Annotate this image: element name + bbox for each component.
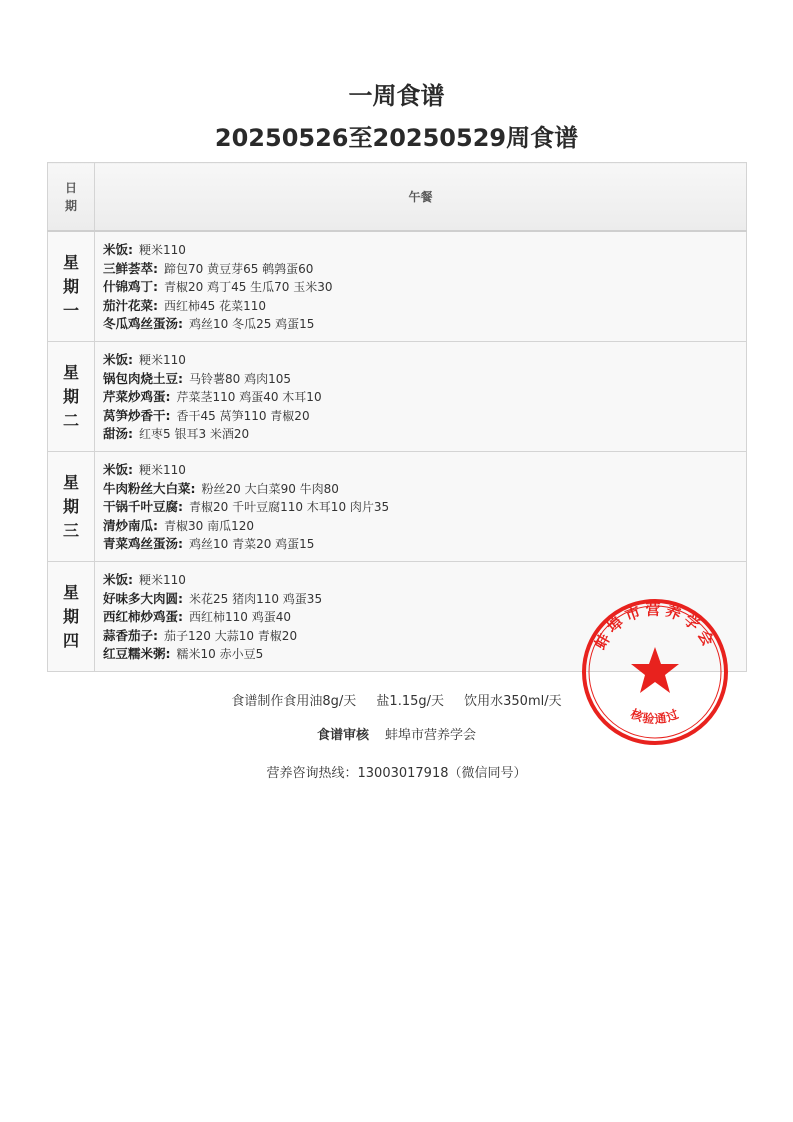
dish-ingredients: 粳米110 bbox=[139, 573, 186, 587]
star-icon bbox=[631, 647, 679, 693]
dish-name: 莴笋炒香干: bbox=[103, 407, 171, 423]
official-seal bbox=[580, 597, 730, 747]
dish-ingredients: 粉丝20 大白菜90 牛肉80 bbox=[201, 481, 339, 496]
dish-item bbox=[103, 370, 738, 389]
review-label: 食谱审核 bbox=[316, 728, 369, 743]
dish-item bbox=[103, 517, 738, 536]
dish-ingredients: 青椒20 千叶豆腐110 木耳10 肉片35 bbox=[189, 500, 390, 514]
dish-ingredients: 香干45 莴笋110 青椒20 bbox=[176, 408, 310, 423]
dish-ingredients: 粳米110 bbox=[139, 353, 186, 367]
dish-ingredients: 鸡丝10 冬瓜25 鸡蛋15 bbox=[189, 317, 315, 331]
dish-ingredients: 蹄包70 黄豆芽65 鹌鹑蛋60 bbox=[164, 261, 314, 276]
dish-item bbox=[103, 498, 738, 517]
dish-name: 米饭: bbox=[103, 242, 133, 257]
dish-name: 米饭: bbox=[103, 572, 133, 587]
dish-item bbox=[103, 241, 738, 260]
dish-name: 茄汁花菜: bbox=[103, 297, 158, 313]
dish-ingredients: 粳米110 bbox=[139, 463, 186, 477]
dish-name: 米饭: bbox=[103, 352, 133, 367]
dish-item bbox=[103, 297, 738, 316]
table-row bbox=[48, 342, 747, 452]
seal-top-text: 蚌埠市营养学会 bbox=[591, 600, 719, 653]
dish-item bbox=[103, 260, 738, 279]
dish-name: 西红柿炒鸡蛋: bbox=[103, 609, 183, 624]
dish-ingredients: 西红柿110 鸡蛋40 bbox=[189, 610, 291, 624]
day-cell: 星 期 四 bbox=[48, 562, 95, 672]
salt-info: 盐1.15g/天 bbox=[376, 694, 444, 709]
dish-name: 三鲜荟萃: bbox=[103, 260, 158, 276]
dish-item bbox=[103, 407, 738, 426]
table-row bbox=[48, 231, 747, 342]
oil-info: 食谱制作食用油8g/天 bbox=[231, 694, 357, 709]
dishes-cell bbox=[95, 231, 747, 342]
page-subtitle: 20250526至20250529周食谱 bbox=[214, 124, 579, 152]
dish-ingredients: 粳米110 bbox=[139, 243, 186, 257]
dish-ingredients: 西红柿45 花菜110 bbox=[164, 298, 266, 313]
dish-item bbox=[103, 480, 738, 499]
dish-ingredients: 青椒20 鸡丁45 生瓜70 玉米30 bbox=[164, 280, 333, 294]
dish-name: 蒜香茄子: bbox=[103, 627, 158, 643]
water-info: 饮用水350ml/天 bbox=[464, 694, 562, 709]
dish-item bbox=[103, 351, 738, 370]
dishes-cell bbox=[95, 452, 747, 562]
page-title: 一周食谱 bbox=[348, 82, 445, 110]
dish-item bbox=[103, 571, 738, 590]
dish-ingredients: 糯米10 赤小豆5 bbox=[176, 647, 264, 661]
dish-ingredients: 马铃薯80 鸡肉105 bbox=[189, 371, 291, 386]
day-cell: 星 期 一 bbox=[48, 231, 95, 342]
dish-name: 甜汤: bbox=[103, 426, 133, 441]
table-row bbox=[48, 452, 747, 562]
dish-ingredients: 鸡丝10 青菜20 鸡蛋15 bbox=[189, 537, 315, 551]
dish-ingredients: 米花25 猪肉110 鸡蛋35 bbox=[189, 591, 323, 606]
dish-name: 红豆糯米粥: bbox=[103, 646, 171, 661]
day-cell: 星 期 二 bbox=[48, 342, 95, 452]
lunch-column-header: 午餐 bbox=[95, 163, 747, 232]
dish-item bbox=[103, 535, 738, 554]
day-cell: 星 期 三 bbox=[48, 452, 95, 562]
dish-name: 牛肉粉丝大白菜: bbox=[103, 480, 196, 496]
dish-ingredients: 芹菜茎110 鸡蛋40 木耳10 bbox=[176, 390, 322, 404]
hotline: 营养咨询热线：13003017918（微信同号） bbox=[266, 766, 527, 781]
menu-table bbox=[47, 162, 747, 672]
dish-name: 冬瓜鸡丝蛋汤: bbox=[103, 316, 183, 331]
dish-item bbox=[103, 278, 738, 297]
dish-name: 米饭: bbox=[103, 462, 133, 477]
dish-name: 锅包肉烧土豆: bbox=[103, 370, 183, 386]
seal-bottom-text: 核验通过 bbox=[628, 706, 682, 727]
dish-name: 好味多大肉圆: bbox=[103, 590, 183, 606]
dishes-cell bbox=[95, 342, 747, 452]
day-column-header: 日 期 bbox=[48, 163, 95, 232]
dish-ingredients: 红枣5 银耳3 米酒20 bbox=[139, 427, 250, 441]
dish-name: 清炒南瓜: bbox=[103, 517, 158, 533]
dish-ingredients: 青椒30 南瓜120 bbox=[164, 518, 254, 533]
dish-name: 芹菜炒鸡蛋: bbox=[103, 389, 171, 404]
dish-ingredients: 茄子120 大蒜10 青椒20 bbox=[164, 628, 298, 643]
dish-name: 干锅千叶豆腐: bbox=[103, 499, 183, 514]
dish-item bbox=[103, 388, 738, 407]
dish-name: 青菜鸡丝蛋汤: bbox=[103, 536, 183, 551]
dish-item bbox=[103, 315, 738, 334]
review-value: 蚌埠市营养学会 bbox=[385, 728, 477, 743]
dish-item bbox=[103, 425, 738, 444]
table-header-row bbox=[48, 163, 747, 232]
dish-name: 什锦鸡丁: bbox=[103, 279, 158, 294]
dish-item bbox=[103, 461, 738, 480]
